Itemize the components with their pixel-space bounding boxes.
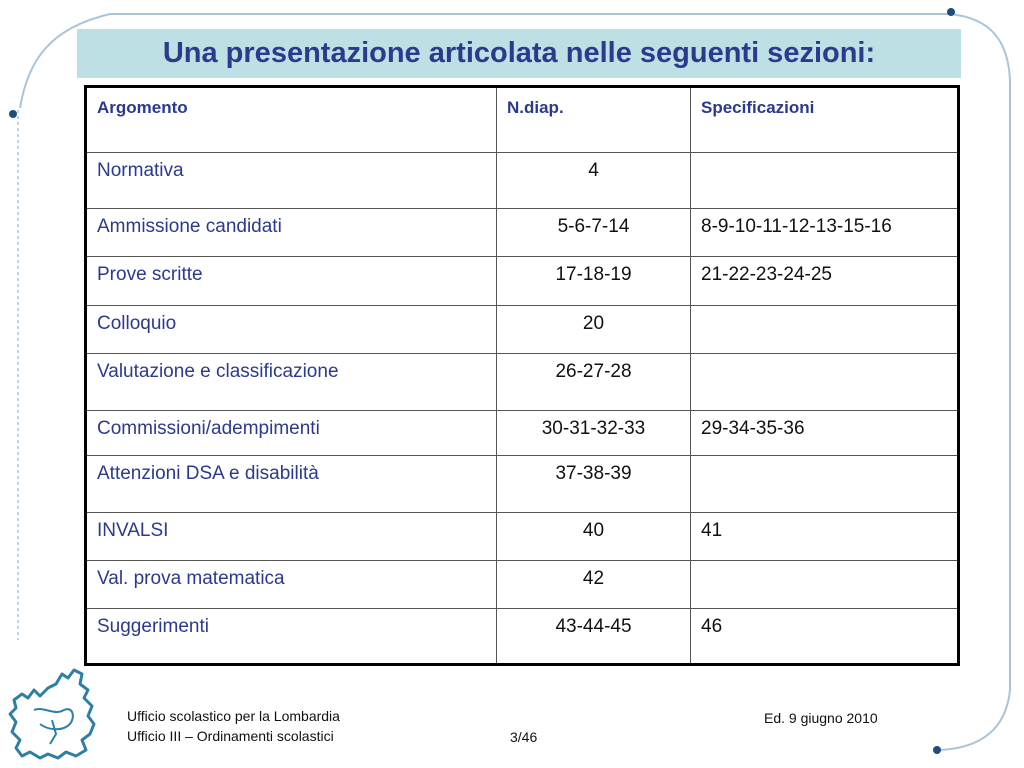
cell-spec <box>691 561 959 609</box>
cell-argomento: INVALSI <box>86 513 497 561</box>
cell-ndiap: 26-27-28 <box>497 354 691 411</box>
header-ndiap: N.diap. <box>497 87 691 153</box>
cell-argomento: Colloquio <box>86 306 497 354</box>
cell-argomento: Normativa <box>86 153 497 209</box>
cell-argomento: Ammissione candidati <box>86 209 497 257</box>
cell-ndiap: 40 <box>497 513 691 561</box>
header-specificazioni: Specificazioni <box>691 87 959 153</box>
table-row <box>86 609 959 665</box>
cell-spec: 46 <box>691 609 959 665</box>
cell-argomento: Prove scritte <box>86 257 497 306</box>
table-row <box>86 257 959 306</box>
footer-office-line2: Ufficio III – Ordinamenti scolastici <box>127 728 334 744</box>
footer-office-line1: Ufficio scolastico per la Lombardia <box>127 708 340 724</box>
cell-ndiap: 20 <box>497 306 691 354</box>
cell-ndiap: 37-38-39 <box>497 456 691 513</box>
cell-spec <box>691 354 959 411</box>
cell-argomento: Attenzioni DSA e disabilità <box>86 456 497 513</box>
cell-argomento: Suggerimenti <box>86 609 497 665</box>
table-row <box>86 456 959 513</box>
cell-spec <box>691 306 959 354</box>
frame-dot-left <box>9 110 17 118</box>
cell-spec: 41 <box>691 513 959 561</box>
table-header-row <box>86 87 959 153</box>
cell-spec: 29-34-35-36 <box>691 411 959 456</box>
cell-ndiap: 43-44-45 <box>497 609 691 665</box>
frame-dot-top <box>947 8 955 16</box>
table-row <box>86 561 959 609</box>
table-row <box>86 513 959 561</box>
table-row <box>86 411 959 456</box>
cell-ndiap: 4 <box>497 153 691 209</box>
frame-dot-bottom <box>933 746 941 754</box>
cell-ndiap: 30-31-32-33 <box>497 411 691 456</box>
cell-argomento: Commissioni/adempimenti <box>86 411 497 456</box>
edition-date: Ed. 9 giugno 2010 <box>764 710 878 726</box>
sections-table <box>84 85 960 666</box>
lombardia-map-logo <box>4 660 104 764</box>
cell-spec: 8-9-10-11-12-13-15-16 <box>691 209 959 257</box>
table-row <box>86 354 959 411</box>
page-number: 3/46 <box>510 729 538 745</box>
title-bar <box>77 29 961 78</box>
header-argomento: Argomento <box>86 87 497 153</box>
table-row <box>86 153 959 209</box>
cell-ndiap: 5-6-7-14 <box>497 209 691 257</box>
table-row <box>86 306 959 354</box>
cell-spec: 21-22-23-24-25 <box>691 257 959 306</box>
cell-argomento: Valutazione e classificazione <box>86 354 497 411</box>
cell-spec <box>691 153 959 209</box>
cell-ndiap: 17-18-19 <box>497 257 691 306</box>
page-title: Una presentazione articolata nelle seguenti sezioni: <box>162 37 876 69</box>
cell-argomento: Val. prova matematica <box>86 561 497 609</box>
cell-spec <box>691 456 959 513</box>
footer-office <box>127 706 340 746</box>
table-row <box>86 209 959 257</box>
cell-ndiap: 42 <box>497 561 691 609</box>
